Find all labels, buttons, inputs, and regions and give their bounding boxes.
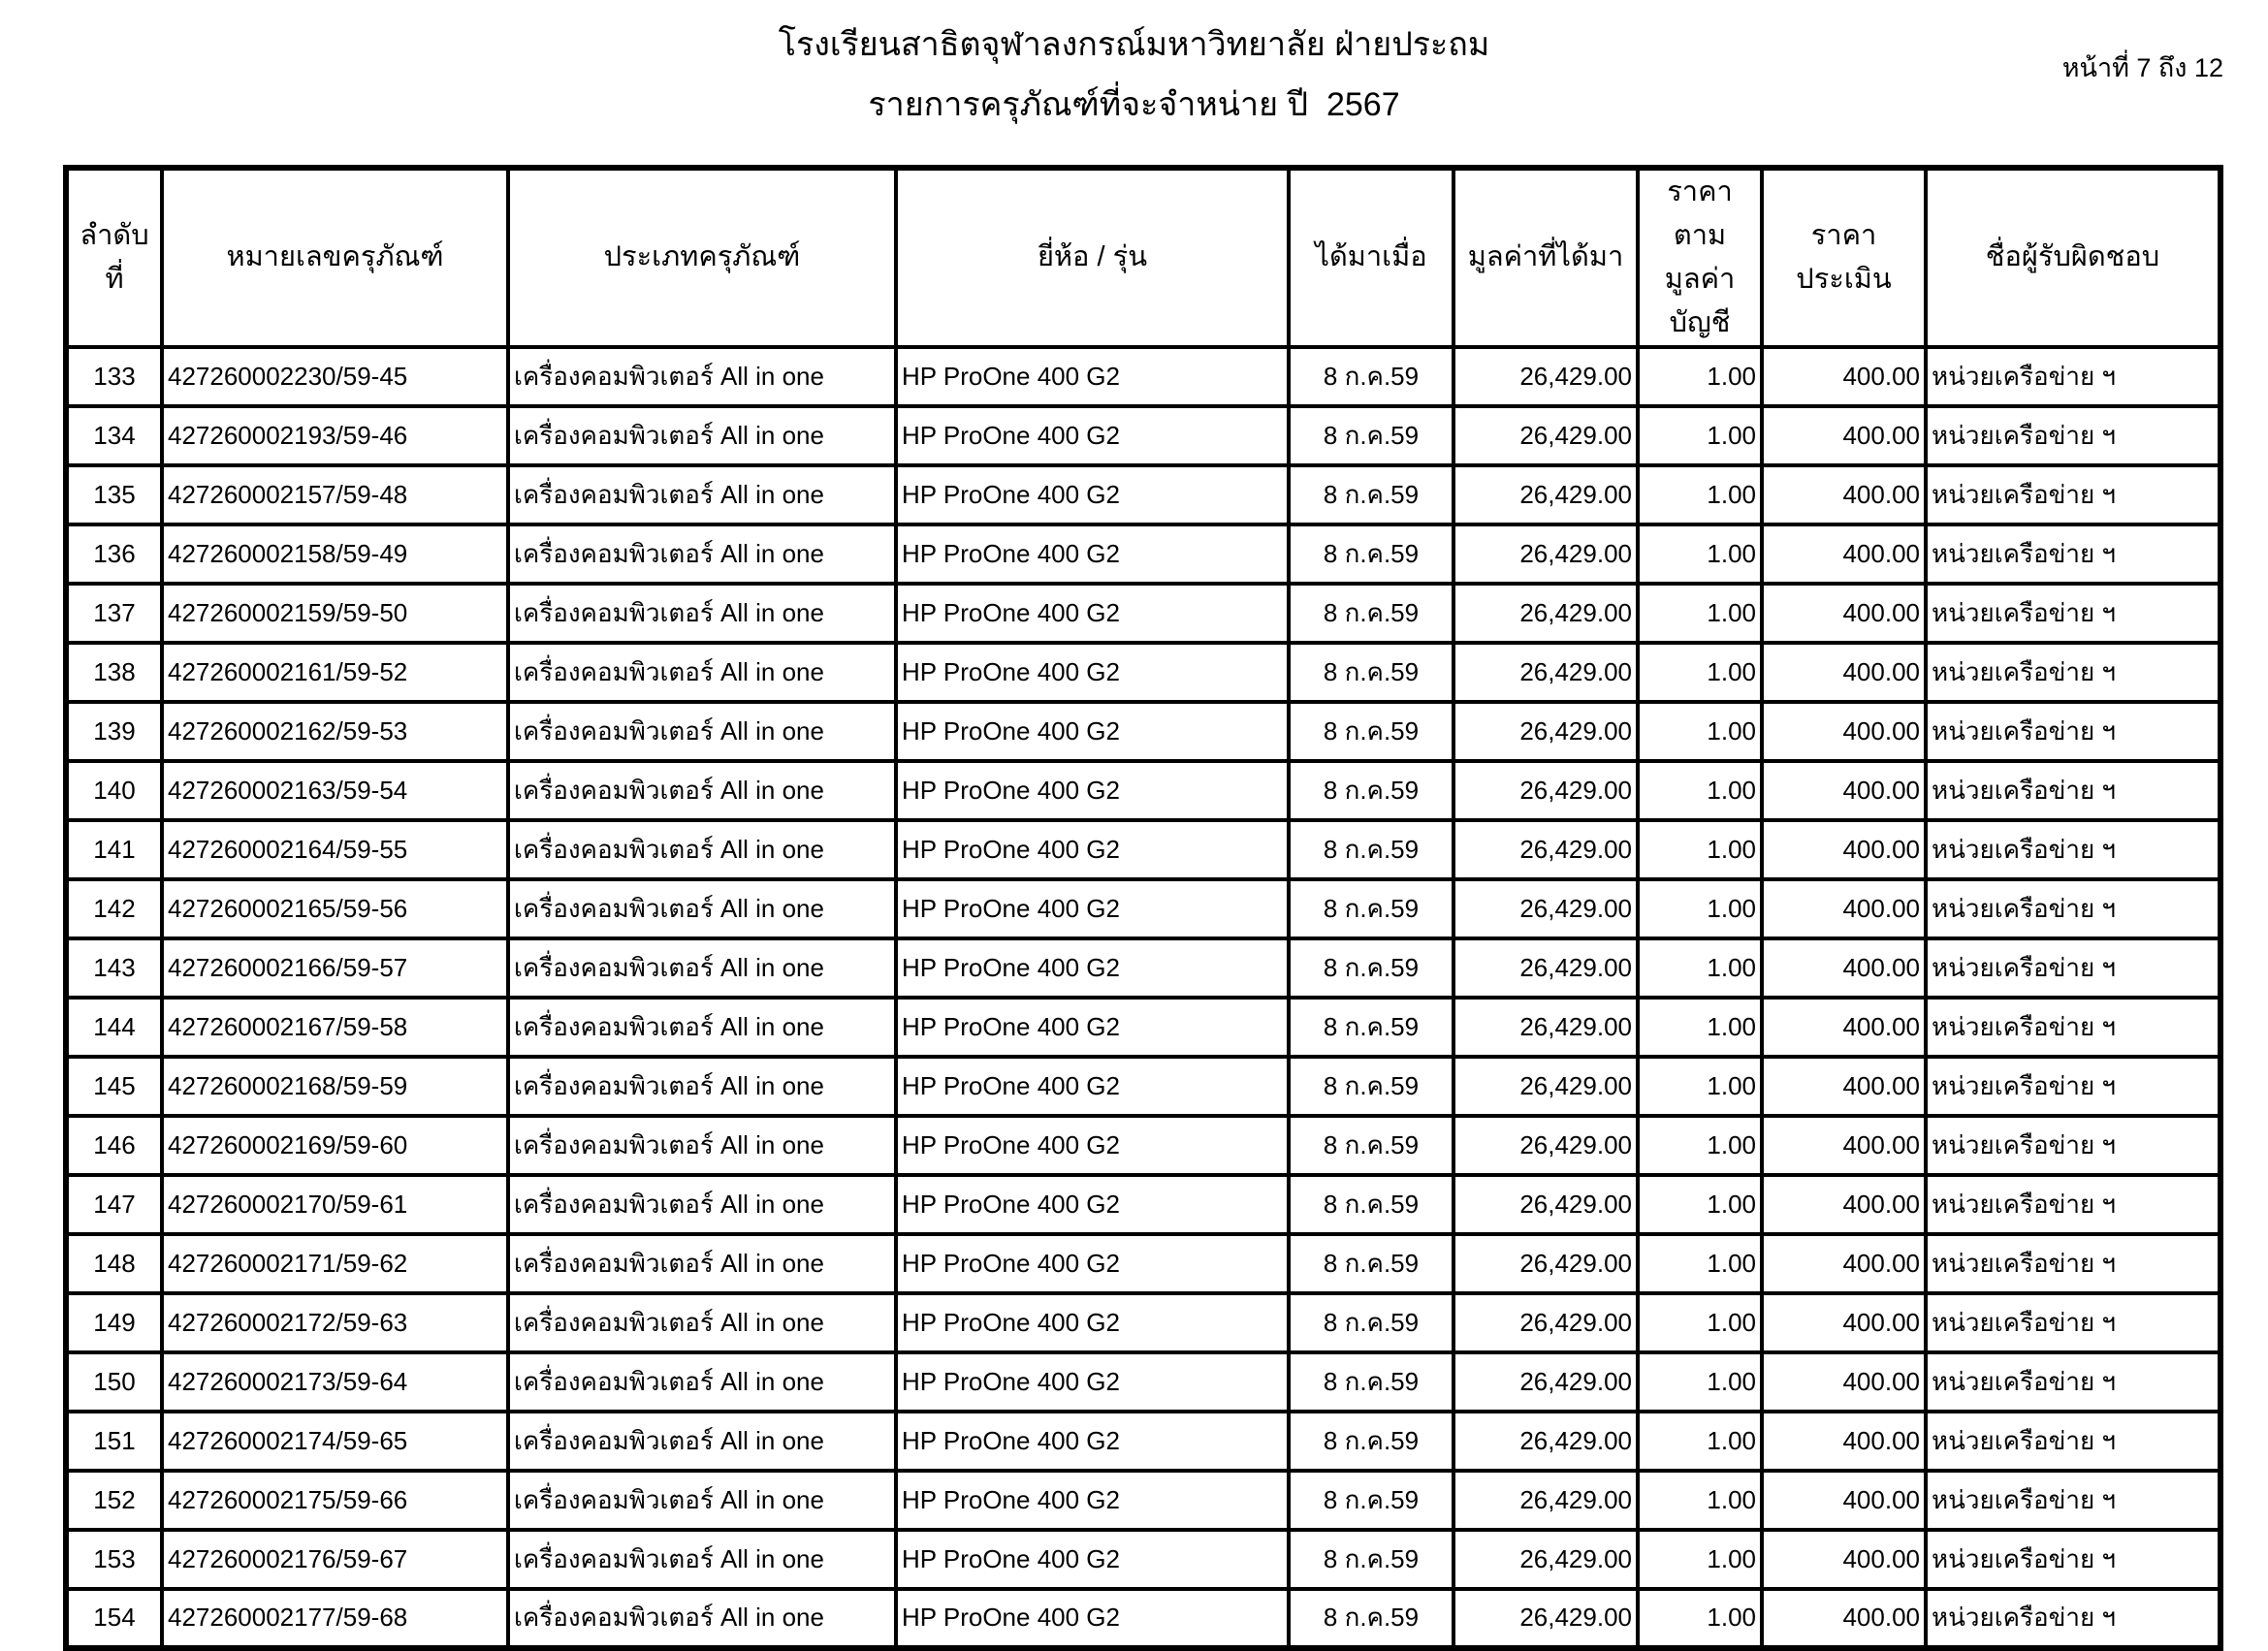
page-indicator: หน้าที่ 7 ถึง 12 xyxy=(2061,53,2223,82)
table-cell-responsible: หน่วยเครือข่าย ฯ xyxy=(1926,643,2220,702)
table-cell-no: 137 xyxy=(66,584,162,643)
table-cell-acquired_value: 26,429.00 xyxy=(1453,761,1638,820)
table-cell-book_value: 1.00 xyxy=(1638,1234,1762,1293)
table-cell-brand_model: HP ProOne 400 G2 xyxy=(896,1234,1289,1293)
table-cell-book_value: 1.00 xyxy=(1638,1589,1762,1648)
table-row xyxy=(66,643,2220,702)
table-cell-asset_number: 427260002161/59-52 xyxy=(162,643,508,702)
table-cell-asset_type: เครื่องคอมพิวเตอร์ All in one xyxy=(508,1530,896,1589)
table-row xyxy=(66,1175,2220,1234)
table-cell-asset_number: 427260002172/59-63 xyxy=(162,1293,508,1352)
table-cell-book_value: 1.00 xyxy=(1638,1293,1762,1352)
table-row xyxy=(66,465,2220,524)
table-cell-acquired_value: 26,429.00 xyxy=(1453,1175,1638,1234)
table-cell-book_value: 1.00 xyxy=(1638,938,1762,998)
table-cell-appraised_price: 400.00 xyxy=(1762,465,1926,524)
table-row xyxy=(66,938,2220,998)
table-cell-brand_model: HP ProOne 400 G2 xyxy=(896,820,1289,879)
table-cell-asset_type: เครื่องคอมพิวเตอร์ All in one xyxy=(508,1412,896,1471)
table-cell-responsible: หน่วยเครือข่าย ฯ xyxy=(1926,702,2220,761)
table-cell-appraised_price: 400.00 xyxy=(1762,1471,1926,1530)
table-cell-asset_type: เครื่องคอมพิวเตอร์ All in one xyxy=(508,1293,896,1352)
table-row xyxy=(66,998,2220,1057)
table-cell-no: 154 xyxy=(66,1589,162,1648)
table-cell-responsible: หน่วยเครือข่าย ฯ xyxy=(1926,1352,2220,1412)
table-cell-asset_type: เครื่องคอมพิวเตอร์ All in one xyxy=(508,1057,896,1116)
table-cell-acquired_date: 8 ก.ค.59 xyxy=(1289,820,1453,879)
table-cell-acquired_value: 26,429.00 xyxy=(1453,465,1638,524)
table-cell-acquired_value: 26,429.00 xyxy=(1453,1293,1638,1352)
table-cell-brand_model: HP ProOne 400 G2 xyxy=(896,1116,1289,1175)
table-cell-asset_number: 427260002162/59-53 xyxy=(162,702,508,761)
table-cell-acquired_date: 8 ก.ค.59 xyxy=(1289,1352,1453,1412)
header-cell-no: ลำดับที่ xyxy=(66,168,162,347)
table-cell-acquired_date: 8 ก.ค.59 xyxy=(1289,938,1453,998)
table-cell-appraised_price: 400.00 xyxy=(1762,820,1926,879)
table-cell-brand_model: HP ProOne 400 G2 xyxy=(896,1057,1289,1116)
table-cell-responsible: หน่วยเครือข่าย ฯ xyxy=(1926,1530,2220,1589)
table-cell-asset_number: 427260002159/59-50 xyxy=(162,584,508,643)
table-cell-acquired_value: 26,429.00 xyxy=(1453,1530,1638,1589)
table-cell-appraised_price: 400.00 xyxy=(1762,1530,1926,1589)
table-cell-asset_type: เครื่องคอมพิวเตอร์ All in one xyxy=(508,1471,896,1530)
table-cell-acquired_value: 26,429.00 xyxy=(1453,1412,1638,1471)
table-cell-acquired_date: 8 ก.ค.59 xyxy=(1289,524,1453,584)
table-cell-appraised_price: 400.00 xyxy=(1762,1589,1926,1648)
table-cell-responsible: หน่วยเครือข่าย ฯ xyxy=(1926,406,2220,465)
table-cell-appraised_price: 400.00 xyxy=(1762,1175,1926,1234)
table-cell-book_value: 1.00 xyxy=(1638,347,1762,406)
table-cell-no: 147 xyxy=(66,1175,162,1234)
table-cell-acquired_value: 26,429.00 xyxy=(1453,1471,1638,1530)
table-cell-no: 142 xyxy=(66,879,162,938)
table-cell-acquired_value: 26,429.00 xyxy=(1453,938,1638,998)
table-cell-acquired_date: 8 ก.ค.59 xyxy=(1289,1530,1453,1589)
table-cell-no: 153 xyxy=(66,1530,162,1589)
table-cell-brand_model: HP ProOne 400 G2 xyxy=(896,1412,1289,1471)
table-cell-responsible: หน่วยเครือข่าย ฯ xyxy=(1926,1293,2220,1352)
header-cell-acquired_value: มูลค่าที่ได้มา xyxy=(1453,168,1638,347)
table-cell-book_value: 1.00 xyxy=(1638,998,1762,1057)
table-cell-asset_type: เครื่องคอมพิวเตอร์ All in one xyxy=(508,643,896,702)
table-cell-brand_model: HP ProOne 400 G2 xyxy=(896,584,1289,643)
table-cell-acquired_date: 8 ก.ค.59 xyxy=(1289,465,1453,524)
table-cell-book_value: 1.00 xyxy=(1638,1057,1762,1116)
table-cell-book_value: 1.00 xyxy=(1638,879,1762,938)
table-cell-acquired_date: 8 ก.ค.59 xyxy=(1289,1471,1453,1530)
assets-table xyxy=(63,165,2223,1651)
table-row xyxy=(66,702,2220,761)
table-row xyxy=(66,1412,2220,1471)
table-cell-acquired_value: 26,429.00 xyxy=(1453,1589,1638,1648)
table-cell-asset_number: 427260002166/59-57 xyxy=(162,938,508,998)
table-cell-acquired_date: 8 ก.ค.59 xyxy=(1289,1057,1453,1116)
table-cell-responsible: หน่วยเครือข่าย ฯ xyxy=(1926,1234,2220,1293)
table-row xyxy=(66,879,2220,938)
table-cell-acquired_date: 8 ก.ค.59 xyxy=(1289,998,1453,1057)
table-cell-asset_number: 427260002165/59-56 xyxy=(162,879,508,938)
table-cell-responsible: หน่วยเครือข่าย ฯ xyxy=(1926,524,2220,584)
table-cell-asset_number: 427260002167/59-58 xyxy=(162,998,508,1057)
table-cell-book_value: 1.00 xyxy=(1638,1352,1762,1412)
table-cell-acquired_value: 26,429.00 xyxy=(1453,1116,1638,1175)
table-cell-brand_model: HP ProOne 400 G2 xyxy=(896,1471,1289,1530)
table-cell-asset_type: เครื่องคอมพิวเตอร์ All in one xyxy=(508,406,896,465)
table-cell-appraised_price: 400.00 xyxy=(1762,643,1926,702)
table-row xyxy=(66,584,2220,643)
table-cell-book_value: 1.00 xyxy=(1638,584,1762,643)
table-cell-book_value: 1.00 xyxy=(1638,761,1762,820)
table-cell-brand_model: HP ProOne 400 G2 xyxy=(896,761,1289,820)
table-cell-brand_model: HP ProOne 400 G2 xyxy=(896,702,1289,761)
table-row xyxy=(66,1293,2220,1352)
table-cell-asset_type: เครื่องคอมพิวเตอร์ All in one xyxy=(508,879,896,938)
table-cell-book_value: 1.00 xyxy=(1638,465,1762,524)
table-cell-brand_model: HP ProOne 400 G2 xyxy=(896,1175,1289,1234)
table-cell-responsible: หน่วยเครือข่าย ฯ xyxy=(1926,1116,2220,1175)
table-cell-no: 139 xyxy=(66,702,162,761)
table-row xyxy=(66,406,2220,465)
table-cell-brand_model: HP ProOne 400 G2 xyxy=(896,524,1289,584)
table-cell-responsible: หน่วยเครือข่าย ฯ xyxy=(1926,1057,2220,1116)
table-cell-asset_type: เครื่องคอมพิวเตอร์ All in one xyxy=(508,702,896,761)
table-cell-brand_model: HP ProOne 400 G2 xyxy=(896,1293,1289,1352)
table-cell-acquired_date: 8 ก.ค.59 xyxy=(1289,1234,1453,1293)
table-cell-appraised_price: 400.00 xyxy=(1762,1116,1926,1175)
table-cell-acquired_date: 8 ก.ค.59 xyxy=(1289,406,1453,465)
table-cell-book_value: 1.00 xyxy=(1638,1412,1762,1471)
table-cell-asset_number: 427260002175/59-66 xyxy=(162,1471,508,1530)
table-cell-appraised_price: 400.00 xyxy=(1762,1234,1926,1293)
table-cell-brand_model: HP ProOne 400 G2 xyxy=(896,347,1289,406)
table-cell-responsible: หน่วยเครือข่าย ฯ xyxy=(1926,879,2220,938)
table-cell-no: 138 xyxy=(66,643,162,702)
table-cell-brand_model: HP ProOne 400 G2 xyxy=(896,1589,1289,1648)
table-cell-asset_number: 427260002168/59-59 xyxy=(162,1057,508,1116)
table-row xyxy=(66,1116,2220,1175)
table-cell-book_value: 1.00 xyxy=(1638,524,1762,584)
table-cell-asset_number: 427260002176/59-67 xyxy=(162,1530,508,1589)
table-cell-brand_model: HP ProOne 400 G2 xyxy=(896,998,1289,1057)
table-cell-book_value: 1.00 xyxy=(1638,820,1762,879)
table-cell-asset_number: 427260002163/59-54 xyxy=(162,761,508,820)
table-cell-acquired_date: 8 ก.ค.59 xyxy=(1289,1116,1453,1175)
table-cell-no: 133 xyxy=(66,347,162,406)
table-row xyxy=(66,1352,2220,1412)
table-cell-asset_type: เครื่องคอมพิวเตอร์ All in one xyxy=(508,1116,896,1175)
table-cell-responsible: หน่วยเครือข่าย ฯ xyxy=(1926,1175,2220,1234)
table-cell-brand_model: HP ProOne 400 G2 xyxy=(896,406,1289,465)
table-cell-appraised_price: 400.00 xyxy=(1762,1352,1926,1412)
table-cell-no: 140 xyxy=(66,761,162,820)
table-cell-acquired_value: 26,429.00 xyxy=(1453,524,1638,584)
table-cell-no: 151 xyxy=(66,1412,162,1471)
page-subtitle: รายการครุภัณฑ์ที่จะจำหน่าย ปี 2567 xyxy=(868,86,1400,123)
table-cell-acquired_value: 26,429.00 xyxy=(1453,1352,1638,1412)
table-cell-acquired_date: 8 ก.ค.59 xyxy=(1289,584,1453,643)
table-cell-appraised_price: 400.00 xyxy=(1762,761,1926,820)
table-cell-responsible: หน่วยเครือข่าย ฯ xyxy=(1926,1471,2220,1530)
table-cell-appraised_price: 400.00 xyxy=(1762,524,1926,584)
table-cell-acquired_value: 26,429.00 xyxy=(1453,820,1638,879)
table-cell-brand_model: HP ProOne 400 G2 xyxy=(896,465,1289,524)
table-cell-book_value: 1.00 xyxy=(1638,1530,1762,1589)
table-cell-book_value: 1.00 xyxy=(1638,1175,1762,1234)
table-cell-acquired_date: 8 ก.ค.59 xyxy=(1289,1293,1453,1352)
table-row xyxy=(66,1234,2220,1293)
table-row xyxy=(66,1471,2220,1530)
table-cell-responsible: หน่วยเครือข่าย ฯ xyxy=(1926,998,2220,1057)
table-cell-brand_model: HP ProOne 400 G2 xyxy=(896,938,1289,998)
table-cell-acquired_date: 8 ก.ค.59 xyxy=(1289,1412,1453,1471)
table-cell-acquired_value: 26,429.00 xyxy=(1453,406,1638,465)
table-cell-asset_type: เครื่องคอมพิวเตอร์ All in one xyxy=(508,998,896,1057)
table-cell-acquired_value: 26,429.00 xyxy=(1453,584,1638,643)
table-cell-brand_model: HP ProOne 400 G2 xyxy=(896,1352,1289,1412)
table-cell-no: 143 xyxy=(66,938,162,998)
table-cell-acquired_value: 26,429.00 xyxy=(1453,702,1638,761)
table-cell-acquired_value: 26,429.00 xyxy=(1453,1234,1638,1293)
table-cell-responsible: หน่วยเครือข่าย ฯ xyxy=(1926,347,2220,406)
table-cell-acquired_date: 8 ก.ค.59 xyxy=(1289,347,1453,406)
table-cell-no: 145 xyxy=(66,1057,162,1116)
table-cell-no: 146 xyxy=(66,1116,162,1175)
table-cell-no: 144 xyxy=(66,998,162,1057)
table-cell-asset_number: 427260002158/59-49 xyxy=(162,524,508,584)
table-cell-responsible: หน่วยเครือข่าย ฯ xyxy=(1926,584,2220,643)
table-cell-acquired_value: 26,429.00 xyxy=(1453,643,1638,702)
table-cell-asset_number: 427260002174/59-65 xyxy=(162,1412,508,1471)
table-cell-responsible: หน่วยเครือข่าย ฯ xyxy=(1926,761,2220,820)
table-cell-appraised_price: 400.00 xyxy=(1762,702,1926,761)
table-cell-acquired_date: 8 ก.ค.59 xyxy=(1289,761,1453,820)
table-cell-brand_model: HP ProOne 400 G2 xyxy=(896,1530,1289,1589)
table-row xyxy=(66,1530,2220,1589)
header-cell-asset_type: ประเภทครุภัณฑ์ xyxy=(508,168,896,347)
header-cell-asset_number: หมายเลขครุภัณฑ์ xyxy=(162,168,508,347)
table-cell-asset_number: 427260002193/59-46 xyxy=(162,406,508,465)
table-cell-no: 148 xyxy=(66,1234,162,1293)
table-cell-book_value: 1.00 xyxy=(1638,406,1762,465)
table-cell-responsible: หน่วยเครือข่าย ฯ xyxy=(1926,820,2220,879)
table-cell-responsible: หน่วยเครือข่าย ฯ xyxy=(1926,1589,2220,1648)
header-cell-acquired_date: ได้มาเมื่อ xyxy=(1289,168,1453,347)
table-cell-responsible: หน่วยเครือข่าย ฯ xyxy=(1926,938,2220,998)
table-cell-responsible: หน่วยเครือข่าย ฯ xyxy=(1926,1412,2220,1471)
table-cell-acquired_date: 8 ก.ค.59 xyxy=(1289,1175,1453,1234)
table-cell-acquired_date: 8 ก.ค.59 xyxy=(1289,643,1453,702)
table-cell-appraised_price: 400.00 xyxy=(1762,1293,1926,1352)
table-cell-book_value: 1.00 xyxy=(1638,702,1762,761)
table-cell-appraised_price: 400.00 xyxy=(1762,879,1926,938)
table-cell-no: 152 xyxy=(66,1471,162,1530)
table-cell-book_value: 1.00 xyxy=(1638,1116,1762,1175)
table-cell-acquired_value: 26,429.00 xyxy=(1453,998,1638,1057)
table-cell-asset_number: 427260002169/59-60 xyxy=(162,1116,508,1175)
header-cell-brand_model: ยี่ห้อ / รุ่น xyxy=(896,168,1289,347)
table-cell-brand_model: HP ProOne 400 G2 xyxy=(896,879,1289,938)
table-cell-asset_number: 427260002157/59-48 xyxy=(162,465,508,524)
table-cell-no: 134 xyxy=(66,406,162,465)
table-cell-asset_type: เครื่องคอมพิวเตอร์ All in one xyxy=(508,761,896,820)
table-cell-asset_type: เครื่องคอมพิวเตอร์ All in one xyxy=(508,938,896,998)
table-cell-appraised_price: 400.00 xyxy=(1762,584,1926,643)
table-cell-asset_type: เครื่องคอมพิวเตอร์ All in one xyxy=(508,1234,896,1293)
table-cell-book_value: 1.00 xyxy=(1638,643,1762,702)
table-cell-asset_type: เครื่องคอมพิวเตอร์ All in one xyxy=(508,347,896,406)
table-cell-no: 141 xyxy=(66,820,162,879)
table-row xyxy=(66,761,2220,820)
table-cell-asset_number: 427260002230/59-45 xyxy=(162,347,508,406)
table-row xyxy=(66,524,2220,584)
table-cell-asset_type: เครื่องคอมพิวเตอร์ All in one xyxy=(508,1589,896,1648)
table-cell-asset_number: 427260002170/59-61 xyxy=(162,1175,508,1234)
table-row xyxy=(66,347,2220,406)
assets-table-head xyxy=(66,168,2220,347)
table-cell-asset_type: เครื่องคอมพิวเตอร์ All in one xyxy=(508,1175,896,1234)
table-cell-brand_model: HP ProOne 400 G2 xyxy=(896,643,1289,702)
table-cell-appraised_price: 400.00 xyxy=(1762,998,1926,1057)
table-cell-no: 150 xyxy=(66,1352,162,1412)
table-cell-acquired_date: 8 ก.ค.59 xyxy=(1289,879,1453,938)
table-body xyxy=(66,347,2220,1648)
table-cell-no: 135 xyxy=(66,465,162,524)
table-cell-appraised_price: 400.00 xyxy=(1762,1057,1926,1116)
table-cell-asset_type: เครื่องคอมพิวเตอร์ All in one xyxy=(508,1352,896,1412)
page-title: โรงเรียนสาธิตจุฬาลงกรณ์มหาวิทยาลัย ฝ่ายประถม xyxy=(778,26,1490,63)
table-cell-asset_number: 427260002171/59-62 xyxy=(162,1234,508,1293)
table-row xyxy=(66,1589,2220,1648)
table-header-row xyxy=(66,168,2220,347)
table-cell-acquired_value: 26,429.00 xyxy=(1453,879,1638,938)
table-cell-book_value: 1.00 xyxy=(1638,1471,1762,1530)
table-cell-appraised_price: 400.00 xyxy=(1762,406,1926,465)
table-row xyxy=(66,820,2220,879)
table-cell-asset_number: 427260002164/59-55 xyxy=(162,820,508,879)
table-cell-acquired_value: 26,429.00 xyxy=(1453,347,1638,406)
table-cell-appraised_price: 400.00 xyxy=(1762,347,1926,406)
table-cell-asset_number: 427260002177/59-68 xyxy=(162,1589,508,1648)
table-cell-appraised_price: 400.00 xyxy=(1762,1412,1926,1471)
table-row xyxy=(66,1057,2220,1116)
table-cell-asset_type: เครื่องคอมพิวเตอร์ All in one xyxy=(508,524,896,584)
table-cell-appraised_price: 400.00 xyxy=(1762,938,1926,998)
table-cell-acquired_value: 26,429.00 xyxy=(1453,1057,1638,1116)
table-cell-acquired_date: 8 ก.ค.59 xyxy=(1289,1589,1453,1648)
table-cell-no: 149 xyxy=(66,1293,162,1352)
table-cell-asset_type: เครื่องคอมพิวเตอร์ All in one xyxy=(508,584,896,643)
table-cell-responsible: หน่วยเครือข่าย ฯ xyxy=(1926,465,2220,524)
header-cell-appraised_price: ราคาประเมิน xyxy=(1762,168,1926,347)
table-cell-asset_type: เครื่องคอมพิวเตอร์ All in one xyxy=(508,820,896,879)
table-cell-asset_number: 427260002173/59-64 xyxy=(162,1352,508,1412)
header-cell-responsible: ชื่อผู้รับผิดชอบ xyxy=(1926,168,2220,347)
table-cell-no: 136 xyxy=(66,524,162,584)
table-cell-asset_type: เครื่องคอมพิวเตอร์ All in one xyxy=(508,465,896,524)
table-cell-acquired_date: 8 ก.ค.59 xyxy=(1289,702,1453,761)
header-cell-book_value: ราคาตาม มูลค่าบัญชี xyxy=(1638,168,1762,347)
